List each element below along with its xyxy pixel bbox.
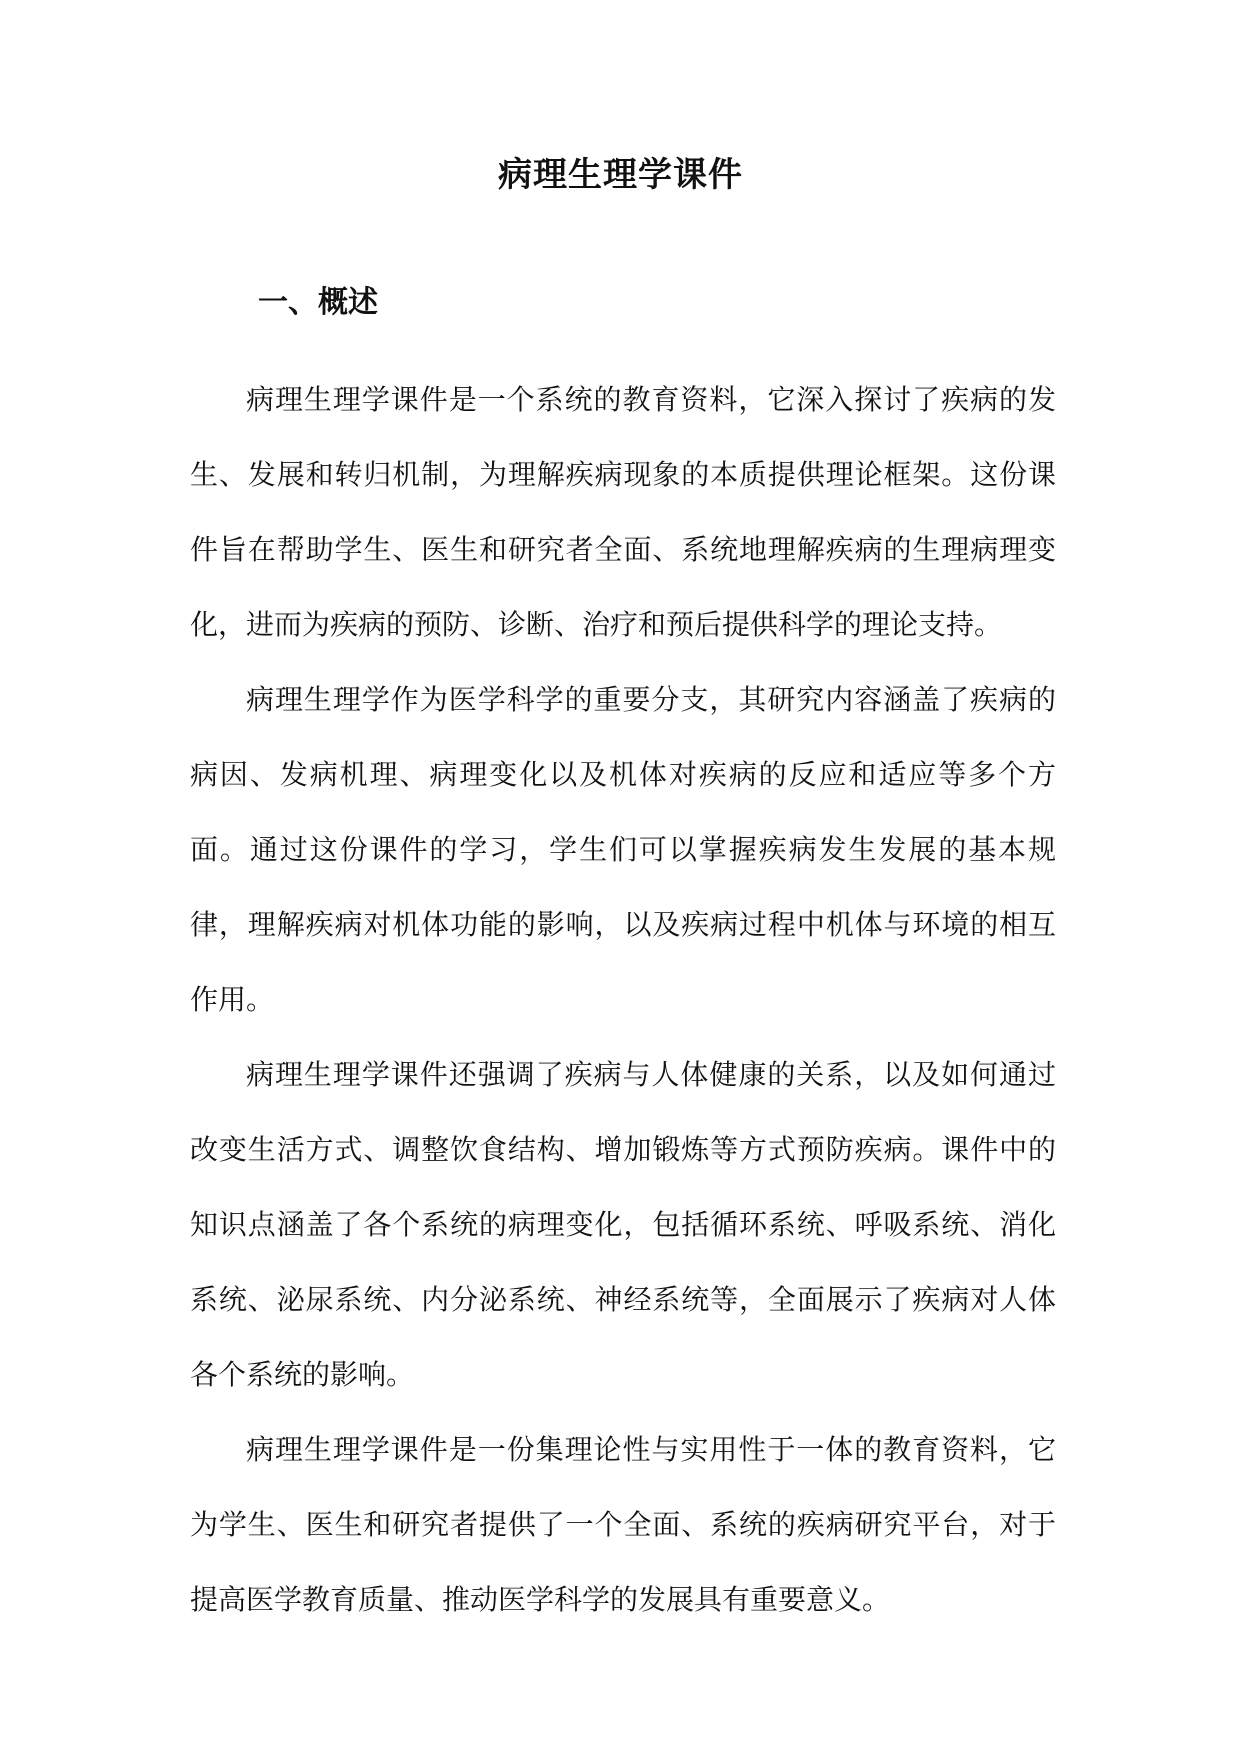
section-heading: 一、概述 <box>258 285 378 320</box>
paragraph-2: 病理生理学作为医学科学的重要分支，其研究内容涵盖了疾病的病因、发病机理、病理变化以及机体对疾病的反应和适应等多个方面。通过这份课件的学习，学生们可以掌握疾病发生发展的基本规律，理解疾病对机体功能的影响，以及疾病过程中机体与环境的相互作用。 <box>190 683 1056 1016</box>
document-body <box>190 362 1056 1637</box>
document-title: 病理生理学课件 <box>498 155 743 195</box>
paragraph-3: 病理生理学课件还强调了疾病与人体健康的关系，以及如何通过改变生活方式、调整饮食结构、增加锻炼等方式预防疾病。课件中的知识点涵盖了各个系统的病理变化，包括循环系统、呼吸系统、消化系统、泌尿系统、内分泌系统、神经系统等，全面展示了疾病对人体各个系统的影响。 <box>190 1058 1056 1391</box>
paragraph-4: 病理生理学课件是一份集理论性与实用性于一体的教育资料，它为学生、医生和研究者提供了一个全面、系统的疾病研究平台，对于提高医学教育质量、推动医学科学的发展具有重要意义。 <box>190 1433 1056 1616</box>
paragraph-1: 病理生理学课件是一个系统的教育资料，它深入探讨了疾病的发生、发展和转归机制，为理解疾病现象的本质提供理论框架。这份课件旨在帮助学生、医生和研究者全面、系统地理解疾病的生理病理变化，进而为疾病的预防、诊断、治疗和预后提供科学的理论支持。 <box>190 383 1056 641</box>
